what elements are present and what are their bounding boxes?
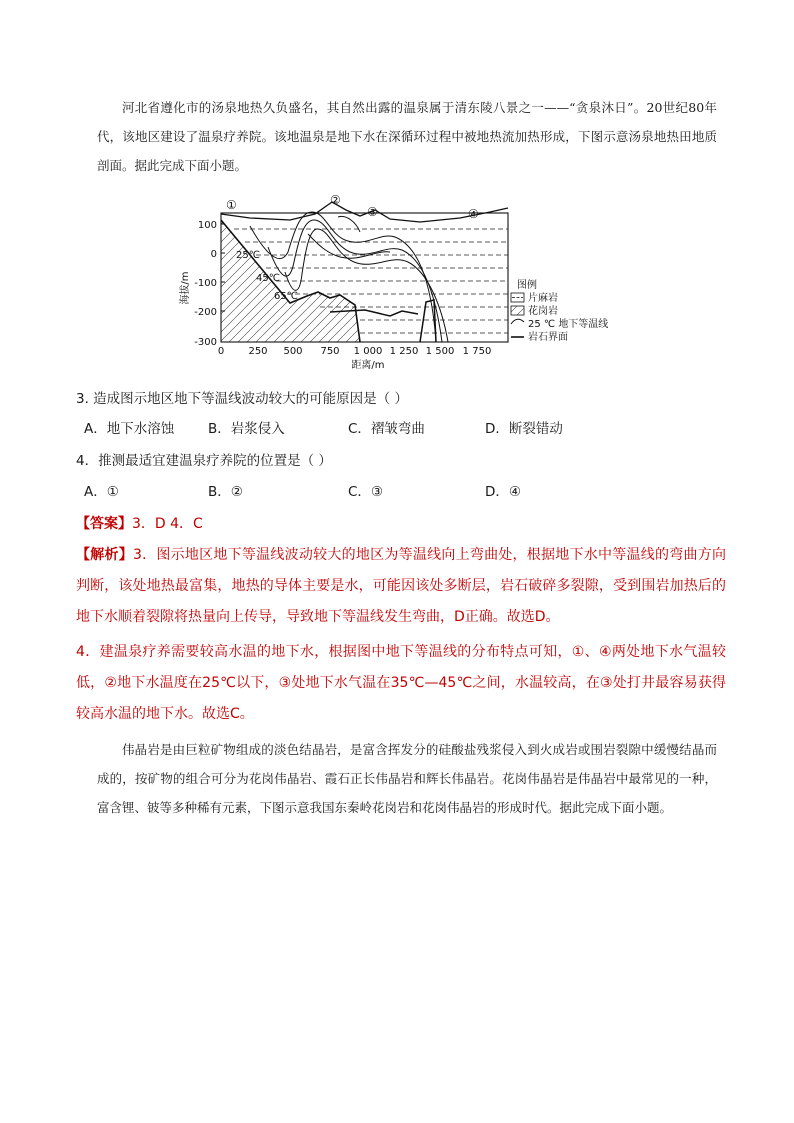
x-tick-label: 250: [248, 346, 268, 357]
analysis-label: 【解析】: [76, 547, 133, 563]
x-tick-label: 1 000: [353, 346, 383, 357]
x-axis-label: 距离/m: [351, 360, 385, 371]
answer-line: [76, 509, 726, 540]
option-d[interactable]: D．④: [485, 484, 521, 500]
x-tick-label: 1 500: [425, 346, 455, 357]
temp-label-65: 65℃: [274, 291, 298, 302]
analysis-text-1: 3．图示地区地下等温线波动较大的地区为等温线向上弯曲处，根据地下水中等温线的弯曲方向判断，该处地热最富集，地热的导体主要是水，可能因该处多断层，岩石破碎多裂隙，受到围岩加热后的地下水顺着裂隙将热量向上传导，导致地下等温线发生弯曲，D正确。故选D。: [76, 547, 727, 625]
temp-label-45: 45℃: [256, 273, 280, 284]
answer-label: 【答案】: [76, 516, 132, 532]
question-3-stem: 3. 造成图示地区地下等温线波动较大的可能原因是（ ）: [76, 391, 408, 407]
analysis-paragraph-1: [76, 540, 726, 633]
legend-granite: 花岗岩: [528, 306, 558, 317]
question-4-stem: 4．推测最适宜建温泉疗养院的位置是（ ）: [76, 453, 332, 469]
temp-label-25: 25℃: [236, 250, 260, 261]
option-c[interactable]: C．褶皱弯曲: [348, 421, 425, 437]
legend-gneiss: 片麻岩: [528, 293, 558, 304]
option-c[interactable]: C．③: [348, 484, 384, 500]
y-tick-label: 100: [197, 220, 217, 231]
legend: [511, 278, 608, 343]
analysis-paragraph-2: 4．建温泉疗养需要较高水温的地下水，根据图中地下等温线的分布特点可知，①、④两处地下水气温较低，②地下水温度在25℃以下，③处地下水气温在35℃—45℃之间，水温较高，在③处打井最容易获得较高水温的地下水。故选C。: [76, 644, 726, 722]
marker-3: ③: [367, 205, 378, 219]
option-d[interactable]: D．断裂错动: [485, 421, 563, 437]
x-tick-label: 1 250: [389, 346, 419, 357]
intro-paragraph-hot-spring: 河北省遵化市的汤泉地热久负盛名，其自然出露的温泉属于清东陵八景之一——“贪泉沐日”。20世纪80年代，该地区建设了温泉疗养院。该地温泉是地下水在深循环过程中被地热流加热形成，下图示意汤泉地热田地质剖面。据此完成下面小题。: [97, 100, 717, 173]
x-tick-label: 500: [283, 346, 303, 357]
x-tick-label: 1 750: [462, 346, 492, 357]
marker-2: ②: [330, 193, 341, 207]
option-b[interactable]: B．岩浆侵入: [208, 421, 285, 437]
y-tick-label: -200: [194, 307, 217, 318]
legend-title: 图例: [517, 280, 537, 291]
legend-isotherm: 25 ℃ 地下等温线: [528, 319, 609, 330]
answer-text: 3．D 4．C: [132, 516, 203, 532]
y-tick-label: -100: [194, 278, 217, 289]
y-tick-label: -300: [194, 337, 217, 348]
x-tick-label: 0: [217, 346, 225, 357]
marker-4: ④: [468, 207, 479, 221]
x-tick-label: 750: [320, 346, 340, 357]
intro-paragraph-pegmatite: 伟晶岩是由巨粒矿物组成的淡色结晶岩，是富含挥发分的硅酸盐残浆侵入到火成岩或围岩裂隙中缓慢结晶而成的，按矿物的组合可分为花岗伟晶岩、霞石正长伟晶岩和辉长伟晶岩。花岗伟晶岩是伟晶岩中最常见的一种，富含锂、铍等多种稀有元素，下图示意我国东秦岭花岗岩和花岗伟晶岩的形成时代。据此完成下面小题。: [97, 742, 717, 815]
granite-region: [221, 220, 360, 342]
y-tick-label: 0: [210, 249, 217, 260]
geologic-cross-section-diagram: [180, 192, 630, 374]
option-a[interactable]: A．①: [84, 484, 119, 500]
ground-surface-line: [221, 202, 508, 222]
legend-rock-interface: 岩石界面: [528, 332, 568, 343]
option-a[interactable]: A．地下水溶蚀: [84, 421, 175, 437]
marker-1: ①: [226, 198, 237, 212]
option-b[interactable]: B．②: [208, 484, 243, 500]
y-axis-label: 海拔/m: [180, 271, 191, 305]
